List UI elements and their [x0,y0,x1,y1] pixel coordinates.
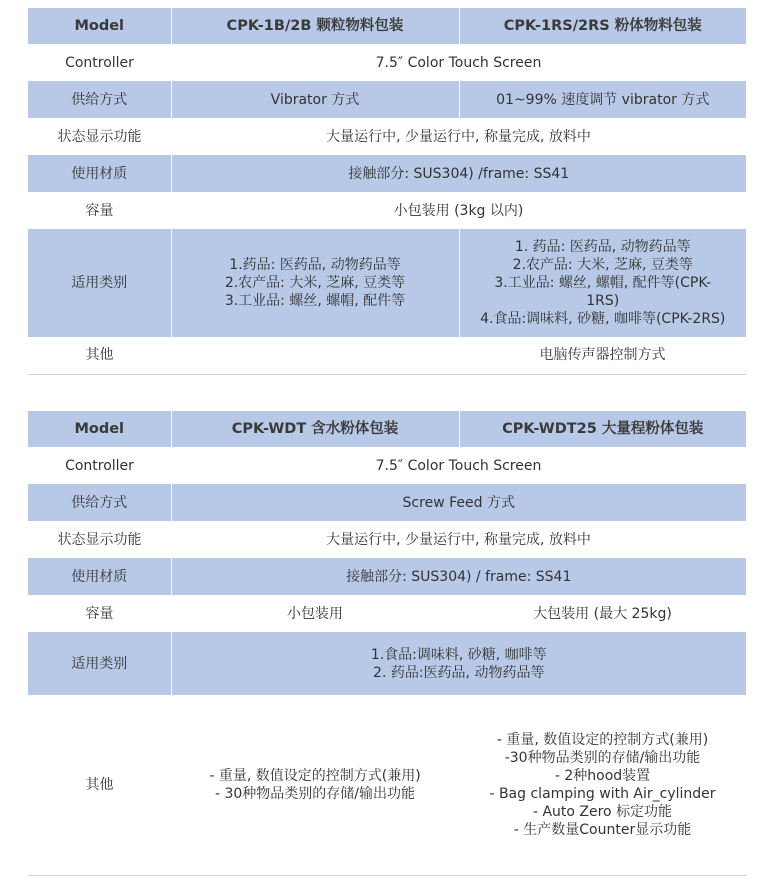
status-label: 状态显示功能 [28,118,171,155]
header-model: Model [28,8,171,44]
material-label: 使用材质 [28,155,171,192]
capacity-value-a: 小包装用 [171,595,459,632]
status-row [28,521,746,558]
capacity-row [28,192,746,229]
other-row [28,337,746,374]
controller-value: 7.5″ Color Touch Screen [171,447,746,484]
header-model: Model [28,411,171,447]
other-row [28,695,746,875]
capacity-label: 容量 [28,192,171,229]
header-row [28,8,746,44]
controller-value: 7.5″ Color Touch Screen [171,44,746,81]
spec-table-2 [28,411,746,876]
status-value: 大量运行中, 少量运行中, 称量完成, 放料中 [171,118,746,155]
material-row [28,558,746,595]
category-value-b: 1. 药品: 医药品, 动物药品等 2.农产品: 大米, 芝麻, 豆类等 3.工业品: 螺丝, 螺帽, 配件等(CPK- 1RS) 4.食品:调味料, 砂糖, 咖啡等(CPK-2RS) [459,229,746,337]
other-value-a [171,337,459,374]
capacity-row [28,595,746,632]
supply-row [28,81,746,118]
controller-row [28,44,746,81]
category-value-a: 1.药品: 医药品, 动物药品等 2.农产品: 大米, 芝麻, 豆类等 3.工业品: 螺丝, 螺帽, 配件等 [171,229,459,337]
other-label: 其他 [28,337,171,374]
material-value: 接触部分: SUS304) / frame: SS41 [171,558,746,595]
other-value-b: - 重量, 数值设定的控制方式(兼用) -30种物品类别的存储/输出功能 - 2种hood装置 - Bag clamping with Air_cylinder - Auto Zero 标定功能 - 生产数量Counter显示功能 [459,695,746,875]
status-row [28,118,746,155]
status-value: 大量运行中, 少量运行中, 称量完成, 放料中 [171,521,746,558]
supply-row [28,484,746,521]
capacity-label: 容量 [28,595,171,632]
material-row [28,155,746,192]
capacity-value: 小包装用 (3kg 以内) [171,192,746,229]
other-value-a: - 重量, 数值设定的控制方式(兼用) - 30种物品类别的存储/输出功能 [171,695,459,875]
controller-label: Controller [28,447,171,484]
supply-label: 供给方式 [28,484,171,521]
material-label: 使用材质 [28,558,171,595]
supply-value: Screw Feed 方式 [171,484,746,521]
category-row [28,632,746,695]
header-model-a: CPK-WDT 含水粉体包装 [171,411,459,447]
capacity-value-b: 大包装用 (最大 25kg) [459,595,746,632]
supply-label: 供给方式 [28,81,171,118]
header-model-b: CPK-1RS/2RS 粉体物料包装 [459,8,746,44]
status-label: 状态显示功能 [28,521,171,558]
spec-table-1 [28,8,746,375]
category-label: 适用类别 [28,229,171,337]
category-row [28,229,746,337]
header-row [28,411,746,447]
other-value-b: 电脑传声器控制方式 [459,337,746,374]
controller-row [28,447,746,484]
category-value: 1.食品:调味料, 砂糖, 咖啡等 2. 药品:医药品, 动物药品等 [171,632,746,695]
header-model-b: CPK-WDT25 大量程粉体包装 [459,411,746,447]
other-label: 其他 [28,695,171,875]
header-model-a: CPK-1B/2B 颗粒物料包装 [171,8,459,44]
supply-value-b: 01~99% 速度调节 vibrator 方式 [459,81,746,118]
controller-label: Controller [28,44,171,81]
category-label: 适用类别 [28,632,171,695]
material-value: 接触部分: SUS304) /frame: SS41 [171,155,746,192]
supply-value-a: Vibrator 方式 [171,81,459,118]
